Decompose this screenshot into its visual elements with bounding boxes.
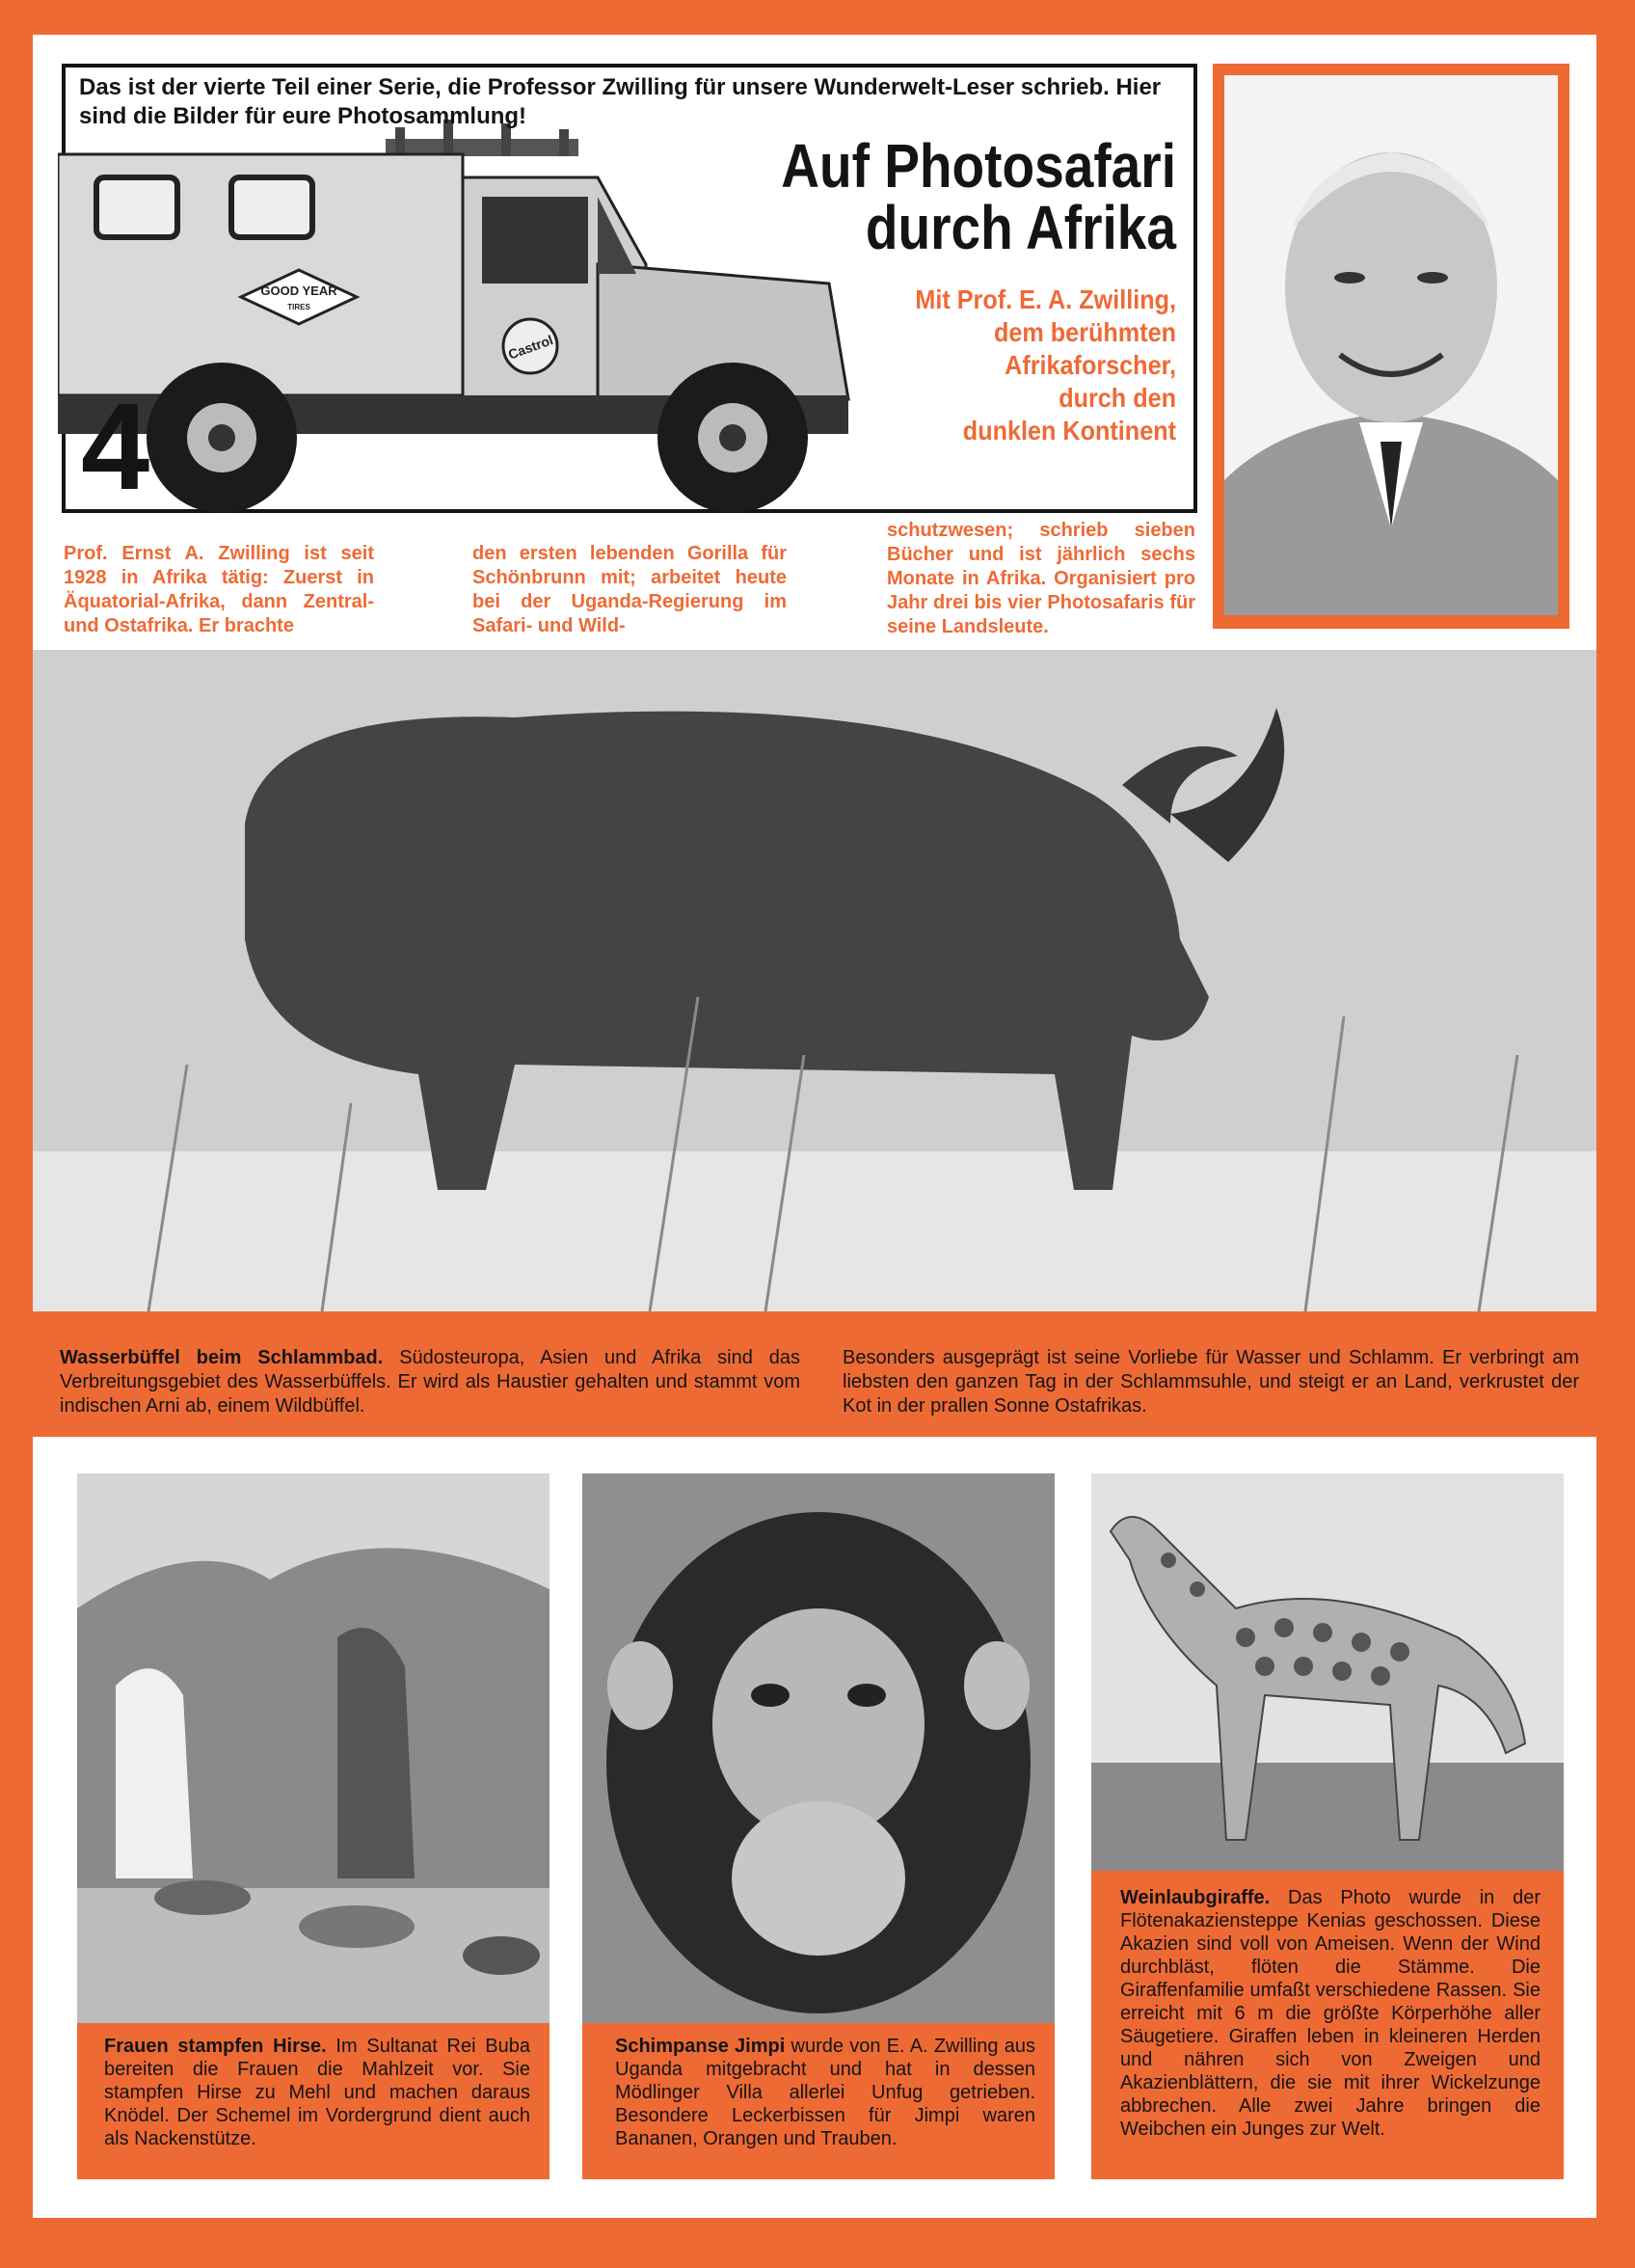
tires-badge-text: TIRES <box>287 303 310 311</box>
buffalo-caption-1 <box>60 1346 800 1418</box>
castrol-badge-text: Castrol <box>505 332 555 363</box>
bio-column-1: Prof. Ernst A. Zwilling ist seit 1928 in Afrika tätig: Zuerst in Äquatorial-Afrika, dann Zentral- und Ostafrika. Er brachte <box>64 543 374 636</box>
main-title <box>745 131 1176 262</box>
title-line-1: Auf Photosafari <box>781 131 1176 201</box>
subtitle-line-3: Afrikaforscher, <box>1005 350 1176 380</box>
women-caption <box>77 2023 549 2179</box>
subtitle-line-4: durch den <box>1059 383 1176 413</box>
subtitle-line-1: Mit Prof. E. A. Zwilling, <box>915 284 1176 314</box>
giraffe-photo <box>1091 1473 1564 1871</box>
goodyear-badge-text: GOOD YEAR <box>260 284 337 298</box>
buffalo-caption-text-1: Südosteuropa, Asien und Afrika sind das Verbreitungsgebiet des Wasserbüffels. Er wird als Haustier gehalten und stammt vom indischen Arni ab, einem Wildbüffel. <box>60 1347 800 1417</box>
series-number: 4 <box>81 378 150 516</box>
subtitle <box>777 284 1176 447</box>
title-line-2: durch Afrika <box>865 193 1176 262</box>
women-caption-lead: Frauen stampfen Hirse. <box>104 2036 327 2057</box>
buffalo-caption-2: Besonders ausgeprägt ist seine Vorliebe für Wasser und Schlamm. Er verbringt am liebsten den ganzen Tag in der Schlammsuhle, und steigt er an Land, verkrustet der Kot in der prallen Sonne Ostafrikas. <box>843 1347 1579 1417</box>
chimp-caption-text: wurde von E. A. Zwilling aus Uganda mitgebracht und hat in dessen Mödlinger Villa allerlei Unfug getrieben. Besondere Leckerbissen für Jimpi waren Bananen, Orangen und Trauben. <box>615 2036 1035 2149</box>
portrait-photo <box>1224 75 1558 615</box>
buffalo-photo <box>33 650 1596 1311</box>
bio-column-3: schutzwesen; schrieb sieben Bücher und ist jährlich sechs Monate in Afrika. Organisiert pro Jahr drei bis vier Photosafaris für seine Landsleute. <box>887 520 1195 637</box>
giraffe-caption-lead: Weinlaubgiraffe. <box>1120 1887 1271 1908</box>
buffalo-caption-lead: Wasserbüffel beim Schlammbad. <box>60 1347 384 1368</box>
intro-text: Das ist der vierte Teil einer Serie, die Professor Zwilling für unsere Wunderwelt-Leser schrieb. Hier sind die Bilder für eure Photosammlung! <box>79 74 1162 129</box>
women-caption-text: Im Sultanat Rei Buba bereiten die Frauen die Mahlzeit vor. Sie stampfen Hirse zu Mehl und machen daraus Knödel. Der Schemel im Vordergrund dient auch als Nackenstütze. <box>104 2036 530 2149</box>
giraffe-caption <box>1091 1871 1564 2179</box>
chimp-caption <box>582 2023 1055 2179</box>
chimp-caption-lead: Schimpanse Jimpi <box>615 2036 786 2057</box>
giraffe-caption-text: Das Photo wurde in der Flötenakaziensteppe Kenias geschossen. Diese Akazien sind voll von Ameisen. Wenn der Wind durchbläst, flöten die Stämme. Die Giraffenfamilie umfaßt verschiedene Rassen. Sie erreicht mit 6 m die größte Körperhöhe aller Säugetiere. Giraffen leben in kleineren Herden und nähren sich von Zweigen und Akazienblättern, die sie mit ihrer Wickelzunge abbrechen. Alle zwei Jahre bringen die Weibchen ein Junges zur Welt. <box>1120 1887 1541 2140</box>
bio-column-2: den ersten lebenden Gorilla für Schönbrunn mit; arbeitet heute bei der Uganda-Regierung im Safari- und Wild- <box>472 543 787 636</box>
subtitle-line-5: dunklen Kontinent <box>962 416 1176 446</box>
subtitle-line-2: dem berühmten <box>993 317 1176 347</box>
